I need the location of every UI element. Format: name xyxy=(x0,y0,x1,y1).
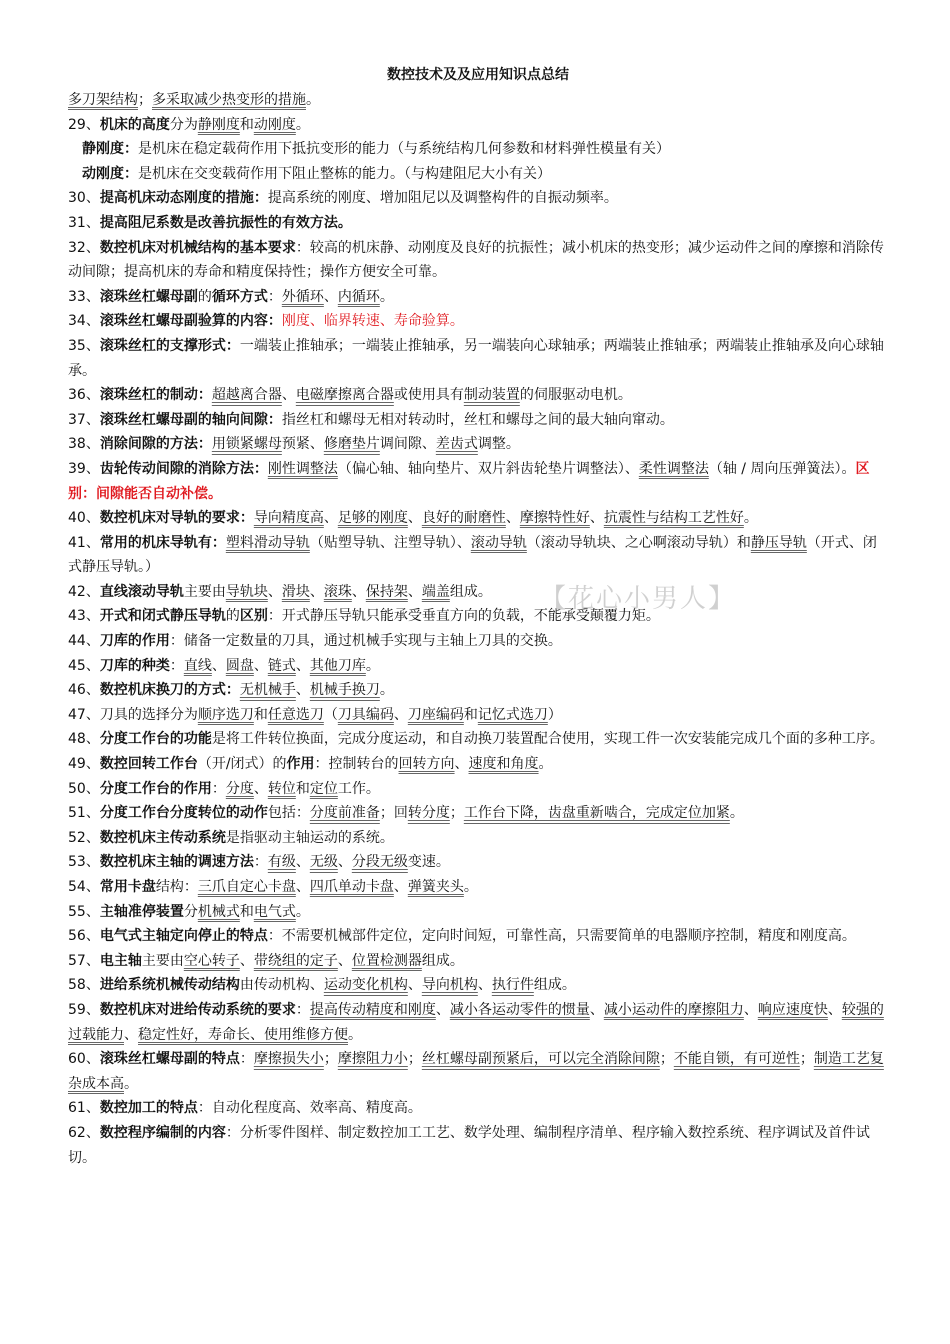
underlined-term: 减小运动件的摩擦阻力 xyxy=(603,1001,744,1018)
text-segment: 、 xyxy=(295,854,310,871)
list-item xyxy=(68,998,888,1047)
list-item xyxy=(68,1096,888,1121)
text-segment: 34、 xyxy=(68,313,100,330)
text-segment: 变速。 xyxy=(407,854,450,871)
bold-term: 机床的高度 xyxy=(99,116,170,133)
text-segment: 。 xyxy=(306,92,320,108)
text-segment: 、 xyxy=(407,583,422,600)
text-segment: 。 xyxy=(295,116,310,133)
underlined-term: 刚性调整法 xyxy=(267,460,338,477)
bold-term: 数控机床对导轨的要求： xyxy=(99,510,254,527)
text-segment: 、 xyxy=(295,879,310,895)
text-segment: 组成。 xyxy=(421,952,464,969)
text-segment: ： xyxy=(267,288,282,305)
list-item xyxy=(68,826,888,851)
underlined-term: 不能自锁，有可逆性 xyxy=(673,1051,800,1068)
underlined-term: 滑块 xyxy=(281,583,310,600)
underlined-term: 任意选刀 xyxy=(267,706,324,723)
underlined-term: 多采取减少热变形的措施 xyxy=(152,92,306,108)
text-segment: 。 xyxy=(463,879,478,895)
text-segment: 53、 xyxy=(68,854,100,871)
text-segment: ：自动化程度高、效率高、精度高。 xyxy=(197,1100,422,1117)
document-page xyxy=(68,66,888,1170)
text-segment: 29、 xyxy=(68,116,100,133)
text-segment: （滚动导轨块、之心啊滚动导轨）和 xyxy=(526,534,751,551)
underlined-term: 分度 xyxy=(225,780,254,797)
text-segment: 和 xyxy=(463,706,478,723)
underlined-term: 外循环 xyxy=(281,288,324,305)
underlined-term: 直线 xyxy=(183,657,212,674)
text-segment: 、 xyxy=(589,510,604,527)
text-segment: 。 xyxy=(365,657,380,674)
bold-term: 分度工作台分度转位的动作 xyxy=(99,805,268,822)
text-segment: 37、 xyxy=(68,411,100,428)
page-title: 数控技术及及应用知识点总结 xyxy=(387,67,569,83)
underlined-term: 导向机构 xyxy=(421,977,478,994)
text-segment: ：不需要机械部件定位，定向时间短，可靠性高，只需要简单的电器顺序控制，精度和刚度高。 xyxy=(267,928,856,945)
underlined-term: 刀具编码 xyxy=(337,706,394,723)
text-segment: 58、 xyxy=(68,977,100,994)
list-item xyxy=(68,973,888,998)
text-segment: 结构： xyxy=(155,879,198,895)
underlined-term: 超越离合器 xyxy=(211,387,282,404)
text-segment: 、 xyxy=(743,1001,758,1018)
text-segment: 。 xyxy=(729,805,744,822)
list-item xyxy=(68,137,888,162)
text-segment: 和 xyxy=(239,116,254,133)
text-segment: （开式、闭式静压导轨。） xyxy=(68,534,877,576)
text-segment: （贴塑导轨、注塑导轨）、 xyxy=(309,534,471,551)
text-segment: 59、 xyxy=(68,1001,100,1018)
bold-term: 数控回转工作台 xyxy=(99,756,198,773)
text-segment: 、 xyxy=(295,657,310,674)
bold-term: 滚珠丝杠螺母副的轴向间隙： xyxy=(99,411,282,428)
bold-term: 电主轴 xyxy=(99,952,142,969)
text-segment: ： xyxy=(253,854,268,871)
list-item xyxy=(68,506,888,531)
text-segment: ； xyxy=(323,1051,338,1068)
text-segment: 刚度、临界转速、寿命验算。 xyxy=(281,313,464,330)
list-item xyxy=(68,678,888,703)
list-item xyxy=(68,580,888,605)
list-item xyxy=(68,727,888,752)
bold-term: 开式和闭式静压导轨 xyxy=(99,608,226,625)
underlined-term: 有级 xyxy=(267,854,296,871)
text-segment: 57、 xyxy=(68,952,100,969)
text-segment: 调整。 xyxy=(477,436,520,453)
underlined-term: 记忆式选刀 xyxy=(477,706,548,723)
text-segment: 、 xyxy=(253,780,268,797)
list-item xyxy=(68,186,888,211)
text-segment: 、 xyxy=(309,583,324,600)
text-segment: 和 xyxy=(253,706,268,723)
underlined-term: 电气式 xyxy=(253,903,296,920)
bold-term: 区别：间隙能否自动补偿。 xyxy=(68,460,870,502)
underlined-term: 执行件 xyxy=(491,977,534,994)
bold-term: 数控机床换刀的方式： xyxy=(99,682,240,699)
underlined-term: 工作台下降，齿盘重新啮合，完成定位加紧 xyxy=(463,805,730,822)
list-item xyxy=(68,432,888,457)
text-segment: 38、 xyxy=(68,436,100,453)
underlined-term: 滚动导轨 xyxy=(470,534,527,551)
text-segment: 33、 xyxy=(68,288,100,305)
text-segment: 的 xyxy=(225,608,240,625)
list-item xyxy=(68,236,888,285)
underlined-term: 转分度 xyxy=(407,805,450,822)
text-segment: 62、 xyxy=(68,1124,100,1141)
underlined-term: 用锁紧螺母 xyxy=(211,436,282,453)
underlined-term: 塑料滑动导轨 xyxy=(225,534,310,551)
underlined-term: 速度和角度 xyxy=(468,756,539,773)
list-item xyxy=(68,777,888,802)
underlined-term: 动刚度 xyxy=(253,116,296,133)
text-segment: ：较高的机床静、动刚度及良好的抗振性；减小机床的热变形；减少运动件之间的摩擦和消除传动间隙；提高机床的寿命和精度保持性；操作方便安全可靠。 xyxy=(68,239,884,281)
text-segment: 调间隙、 xyxy=(379,436,436,453)
list-item xyxy=(68,875,888,900)
text-segment: 42、 xyxy=(68,583,100,600)
underlined-term: 静刚度 xyxy=(197,116,240,133)
underlined-term: 定位 xyxy=(309,780,338,797)
text-segment: 39、 xyxy=(68,460,100,477)
bold-term: 进给系统机械传动结构 xyxy=(99,977,240,994)
text-segment: 、 xyxy=(337,854,352,871)
bold-term: 齿轮传动间隙的消除方法： xyxy=(99,460,268,477)
list-item xyxy=(68,334,888,383)
text-segment: 包括： xyxy=(267,805,310,822)
text-segment: 。 xyxy=(379,682,394,699)
text-segment: 31、 xyxy=(68,214,100,231)
list-item xyxy=(68,629,888,654)
text-segment: ； xyxy=(449,805,464,822)
text-segment: 由传动机构、 xyxy=(239,977,324,994)
underlined-term: 内循环 xyxy=(337,288,380,305)
underlined-term: 四爪单动卡盘 xyxy=(309,879,394,895)
text-segment: 35、 xyxy=(68,337,100,354)
text-segment: 、 xyxy=(589,1001,604,1018)
underlined-term: 弹簧夹头 xyxy=(407,879,464,895)
knowledge-list xyxy=(68,88,888,1170)
text-segment: 、 xyxy=(435,1001,450,1018)
list-item xyxy=(68,924,888,949)
text-segment: 。 xyxy=(295,903,310,920)
list-item xyxy=(68,531,888,580)
text-segment: 提高系统的刚度、增加阻尼以及调整构件的自振动频率。 xyxy=(267,190,618,207)
text-segment: 40、 xyxy=(68,510,100,527)
text-segment: 52、 xyxy=(68,829,100,846)
text-segment: 、 xyxy=(267,583,282,600)
text-segment: ：储备一定数量的刀具，通过机械手实现与主轴上刀具的交换。 xyxy=(169,633,562,650)
list-item xyxy=(68,949,888,974)
underlined-term: 良好的耐磨性 xyxy=(421,510,506,527)
bold-term: 直线滚动导轨 xyxy=(99,583,184,600)
underlined-term: 抗震性与结构工艺性好 xyxy=(603,510,744,527)
list-item xyxy=(68,1121,888,1170)
text-segment: 36、 xyxy=(68,387,100,404)
underlined-term: 导轨块 xyxy=(225,583,268,600)
underlined-term: 运动变化机构 xyxy=(323,977,408,994)
underlined-term: 带绕组的定子 xyxy=(253,952,338,969)
list-item xyxy=(68,604,888,629)
text-segment: ； xyxy=(138,92,152,108)
list-item xyxy=(68,801,888,826)
text-segment: 51、 xyxy=(68,805,100,822)
text-segment: 、 xyxy=(124,1026,138,1043)
bold-term: 动刚度： xyxy=(82,165,138,182)
watermark: 【花心小男人】 xyxy=(540,584,737,614)
text-segment: 56、 xyxy=(68,928,100,945)
text-segment: 、 xyxy=(393,706,408,723)
bold-term: 数控机床对进给传动系统的要求 xyxy=(99,1001,296,1018)
text-segment: ： xyxy=(211,780,226,797)
text-segment: ； xyxy=(407,1051,422,1068)
text-segment: 分为 xyxy=(169,116,198,133)
text-segment: 61、 xyxy=(68,1100,100,1117)
underlined-term: 制造工艺复杂成本高 xyxy=(68,1051,884,1092)
text-segment: 41、 xyxy=(68,534,100,551)
underlined-term: 无级 xyxy=(309,854,338,871)
text-segment: 主要由 xyxy=(183,583,226,600)
bold-term: 主轴准停装置 xyxy=(99,903,184,920)
bold-term: 作用 xyxy=(286,756,315,773)
bold-term: 滚珠丝杠的支撑形式： xyxy=(99,337,240,354)
text-segment: ： xyxy=(169,657,184,674)
bold-term: 滚珠丝杠的制动： xyxy=(99,387,212,404)
text-segment: 、 xyxy=(454,756,469,773)
text-segment: 和 xyxy=(295,780,310,797)
text-segment: 47、刀具的选择分为 xyxy=(68,706,198,723)
underlined-term: 制动装置 xyxy=(463,387,520,404)
underlined-term: 较强的过载能力 xyxy=(68,1001,884,1043)
underlined-term: 足够的刚度 xyxy=(337,510,408,527)
text-segment: （偏心轴、轴向垫片、双片斜齿轮垫片调整法）、 xyxy=(337,460,639,477)
bold-term: 数控机床主传动系统 xyxy=(99,829,226,846)
text-segment: 工作。 xyxy=(337,780,380,797)
text-segment: ：控制转台的 xyxy=(314,756,399,773)
underlined-term: 修磨垫片 xyxy=(323,436,380,453)
text-segment: 指丝杠和螺母无相对转动时，丝杠和螺母之间的最大轴向窜动。 xyxy=(281,411,674,428)
text-segment: 、 xyxy=(351,583,366,600)
text-segment: 、 xyxy=(393,879,408,895)
text-segment: 43、 xyxy=(68,608,100,625)
text-segment: 、 xyxy=(407,977,422,994)
text-segment: 是机床在交变载荷作用下阻止整栋的能力。（与构建阻尼大小有关） xyxy=(138,165,551,182)
list-item xyxy=(68,850,888,875)
underlined-term: 三爪自定心卡盘 xyxy=(197,879,296,895)
list-item xyxy=(68,457,888,506)
bold-term: 刀库的作用 xyxy=(99,633,170,650)
underlined-term: 无机械手 xyxy=(239,682,296,699)
bold-term: 滚珠丝杠螺母副验算的内容： xyxy=(99,313,282,330)
underlined-term: 端盖 xyxy=(421,583,450,600)
text-segment: 、 xyxy=(323,510,338,527)
bold-term: 分度工作台的作用 xyxy=(99,780,212,797)
list-item xyxy=(68,752,888,777)
text-segment: 、 xyxy=(407,510,422,527)
text-segment: ：开式静压导轨只能承受垂直方向的负载，不能承受颠覆力矩。 xyxy=(267,608,660,625)
underlined-term: 提高传动精度和刚度 xyxy=(309,1001,436,1018)
text-segment: ： xyxy=(239,1051,254,1068)
text-segment: 48、 xyxy=(68,731,100,748)
text-segment: 54、 xyxy=(68,879,100,895)
text-segment: ： xyxy=(295,1001,310,1018)
bold-term: 提高机床动态刚度的措施： xyxy=(99,190,268,207)
text-segment: 主要由 xyxy=(141,952,184,969)
underlined-term: 位置检测器 xyxy=(351,952,422,969)
text-segment: ；回 xyxy=(379,805,408,822)
text-segment: 或使用具有 xyxy=(393,387,464,404)
text-segment: 。 xyxy=(124,1075,138,1092)
bold-term: 数控机床对机械结构的基本要求 xyxy=(99,239,296,256)
list-item xyxy=(68,1047,888,1096)
underlined-term: 保持架 xyxy=(365,583,408,600)
text-segment: 一端装止推轴承；一端装止推轴承，另一端装向心球轴承；两端装止推轴承；两端装止推轴承及向心球轴承。 xyxy=(68,337,884,379)
text-segment: 。 xyxy=(743,510,758,527)
list-item xyxy=(68,88,888,113)
underlined-term: 其他刀库 xyxy=(309,657,366,674)
text-segment: （开/闭式）的 xyxy=(197,756,287,773)
underlined-term: 转位 xyxy=(267,780,296,797)
list-item xyxy=(68,654,888,679)
text-segment: 组成。 xyxy=(449,583,492,600)
text-segment: 、 xyxy=(337,952,352,969)
text-segment: （ xyxy=(323,706,338,723)
underlined-term: 摩擦阻力小 xyxy=(337,1051,408,1068)
text-segment: 。 xyxy=(538,756,553,773)
bold-term: 消除间隙的方法： xyxy=(99,436,212,453)
bold-term: 静刚度： xyxy=(82,141,138,158)
text-segment: 组成。 xyxy=(533,977,576,994)
underlined-term: 柔性调整法 xyxy=(638,460,709,477)
list-item xyxy=(68,162,888,187)
underlined-term: 摩擦特性好 xyxy=(519,510,590,527)
text-segment: ） xyxy=(547,706,562,723)
list-item xyxy=(68,383,888,408)
underlined-term: 减小各运动零件的惯量 xyxy=(449,1001,590,1018)
text-segment: 是机床在稳定载荷作用下抵抗变形的能力（与系统结构几何参数和材料弹性模量有关） xyxy=(138,141,670,158)
text-segment: 、 xyxy=(281,387,296,404)
text-segment: 。 xyxy=(379,288,394,305)
text-segment: 预紧、 xyxy=(281,436,324,453)
text-segment: ； xyxy=(799,1051,814,1068)
underlined-term: 分度前准备 xyxy=(309,805,380,822)
list-item xyxy=(68,113,888,138)
bold-term: 数控程序编制的内容 xyxy=(99,1124,226,1141)
text-segment: 是将工件转位换面，完成分度运动，和自动换刀装置配合使用，实现工件一次安装能完成几个面的多种工序。 xyxy=(211,731,884,748)
underlined-term: 电磁摩擦离合器 xyxy=(295,387,394,404)
text-segment: 分 xyxy=(183,903,198,920)
bold-term: 常用的机床导轨有： xyxy=(99,534,226,551)
list-item xyxy=(68,211,888,236)
list-item xyxy=(68,703,888,728)
list-item xyxy=(68,285,888,310)
underlined-term: 空心转子 xyxy=(183,952,240,969)
text-segment: 55、 xyxy=(68,903,100,920)
bold-term: 滚珠丝杠螺母副 xyxy=(99,288,198,305)
underlined-term: 多刀架结构 xyxy=(68,92,138,108)
underlined-term: 稳定性好，寿命长、使用维修方便 xyxy=(138,1026,348,1043)
underlined-term: 丝杠螺母副预紧后，可以完全消除间隙 xyxy=(421,1051,660,1068)
text-segment: （轴 / 周向压弹簧法）。 xyxy=(708,460,856,477)
text-segment: ：分析零件图样、制定数控加工工艺、数学处理、编制程序清单、程序输入数控系统、程序调试及首件试切。 xyxy=(68,1124,870,1166)
bold-term: 常用卡盘 xyxy=(99,879,156,895)
text-segment: 的伺服驱动电机。 xyxy=(519,387,632,404)
underlined-term: 回转方向 xyxy=(398,756,455,773)
text-segment: 、 xyxy=(505,510,520,527)
text-segment: 、 xyxy=(827,1001,842,1018)
underlined-term: 导向精度高 xyxy=(253,510,324,527)
underlined-term: 刀座编码 xyxy=(407,706,464,723)
underlined-term: 差齿式 xyxy=(435,436,478,453)
text-segment: 、 xyxy=(211,657,226,674)
text-segment: 44、 xyxy=(68,633,100,650)
bold-term: 电气式主轴定向停止的特点 xyxy=(99,928,268,945)
bold-term: 循环方式 xyxy=(211,288,268,305)
text-segment: 46、 xyxy=(68,682,100,699)
bold-term: 分度工作台的功能 xyxy=(99,731,212,748)
underlined-term: 静压导轨 xyxy=(750,534,807,551)
text-segment: 30、 xyxy=(68,190,100,207)
bold-term: 区别 xyxy=(239,608,268,625)
text-segment: 、 xyxy=(295,682,310,699)
text-segment: 是指驱动主轴运动的系统。 xyxy=(225,829,394,846)
text-segment: 60、 xyxy=(68,1051,100,1068)
bold-term: 滚珠丝杠螺母副的特点 xyxy=(99,1051,240,1068)
text-segment: 45、 xyxy=(68,657,100,674)
underlined-term: 顺序选刀 xyxy=(197,706,254,723)
text-segment: 、 xyxy=(323,288,338,305)
text-segment: 和 xyxy=(239,903,254,920)
bold-term: 数控机床主轴的调速方法 xyxy=(99,854,254,871)
bold-term: 提高阻尼系数是改善抗振性的有效方法。 xyxy=(99,214,352,231)
list-item xyxy=(68,408,888,433)
underlined-term: 机械手换刀 xyxy=(309,682,380,699)
text-segment: 、 xyxy=(477,977,492,994)
text-segment: 32、 xyxy=(68,239,100,256)
text-segment: 、 xyxy=(253,657,268,674)
list-item xyxy=(68,900,888,925)
text-segment: 49、 xyxy=(68,756,100,773)
underlined-term: 响应速度快 xyxy=(757,1001,828,1018)
text-segment: 、 xyxy=(239,952,254,969)
text-segment: 50、 xyxy=(68,780,100,797)
underlined-term: 滚珠 xyxy=(323,583,352,600)
list-item xyxy=(68,309,888,334)
underlined-term: 摩擦损失小 xyxy=(253,1051,324,1068)
text-segment: 。 xyxy=(348,1026,362,1043)
text-segment: ； xyxy=(659,1051,674,1068)
underlined-term: 圆盘 xyxy=(225,657,254,674)
bold-term: 数控加工的特点 xyxy=(99,1100,198,1117)
bold-term: 刀库的种类 xyxy=(99,657,170,674)
underlined-term: 分段无级 xyxy=(351,854,408,871)
underlined-term: 机械式 xyxy=(197,903,240,920)
underlined-term: 链式 xyxy=(267,657,296,674)
text-segment: 的 xyxy=(197,288,212,305)
